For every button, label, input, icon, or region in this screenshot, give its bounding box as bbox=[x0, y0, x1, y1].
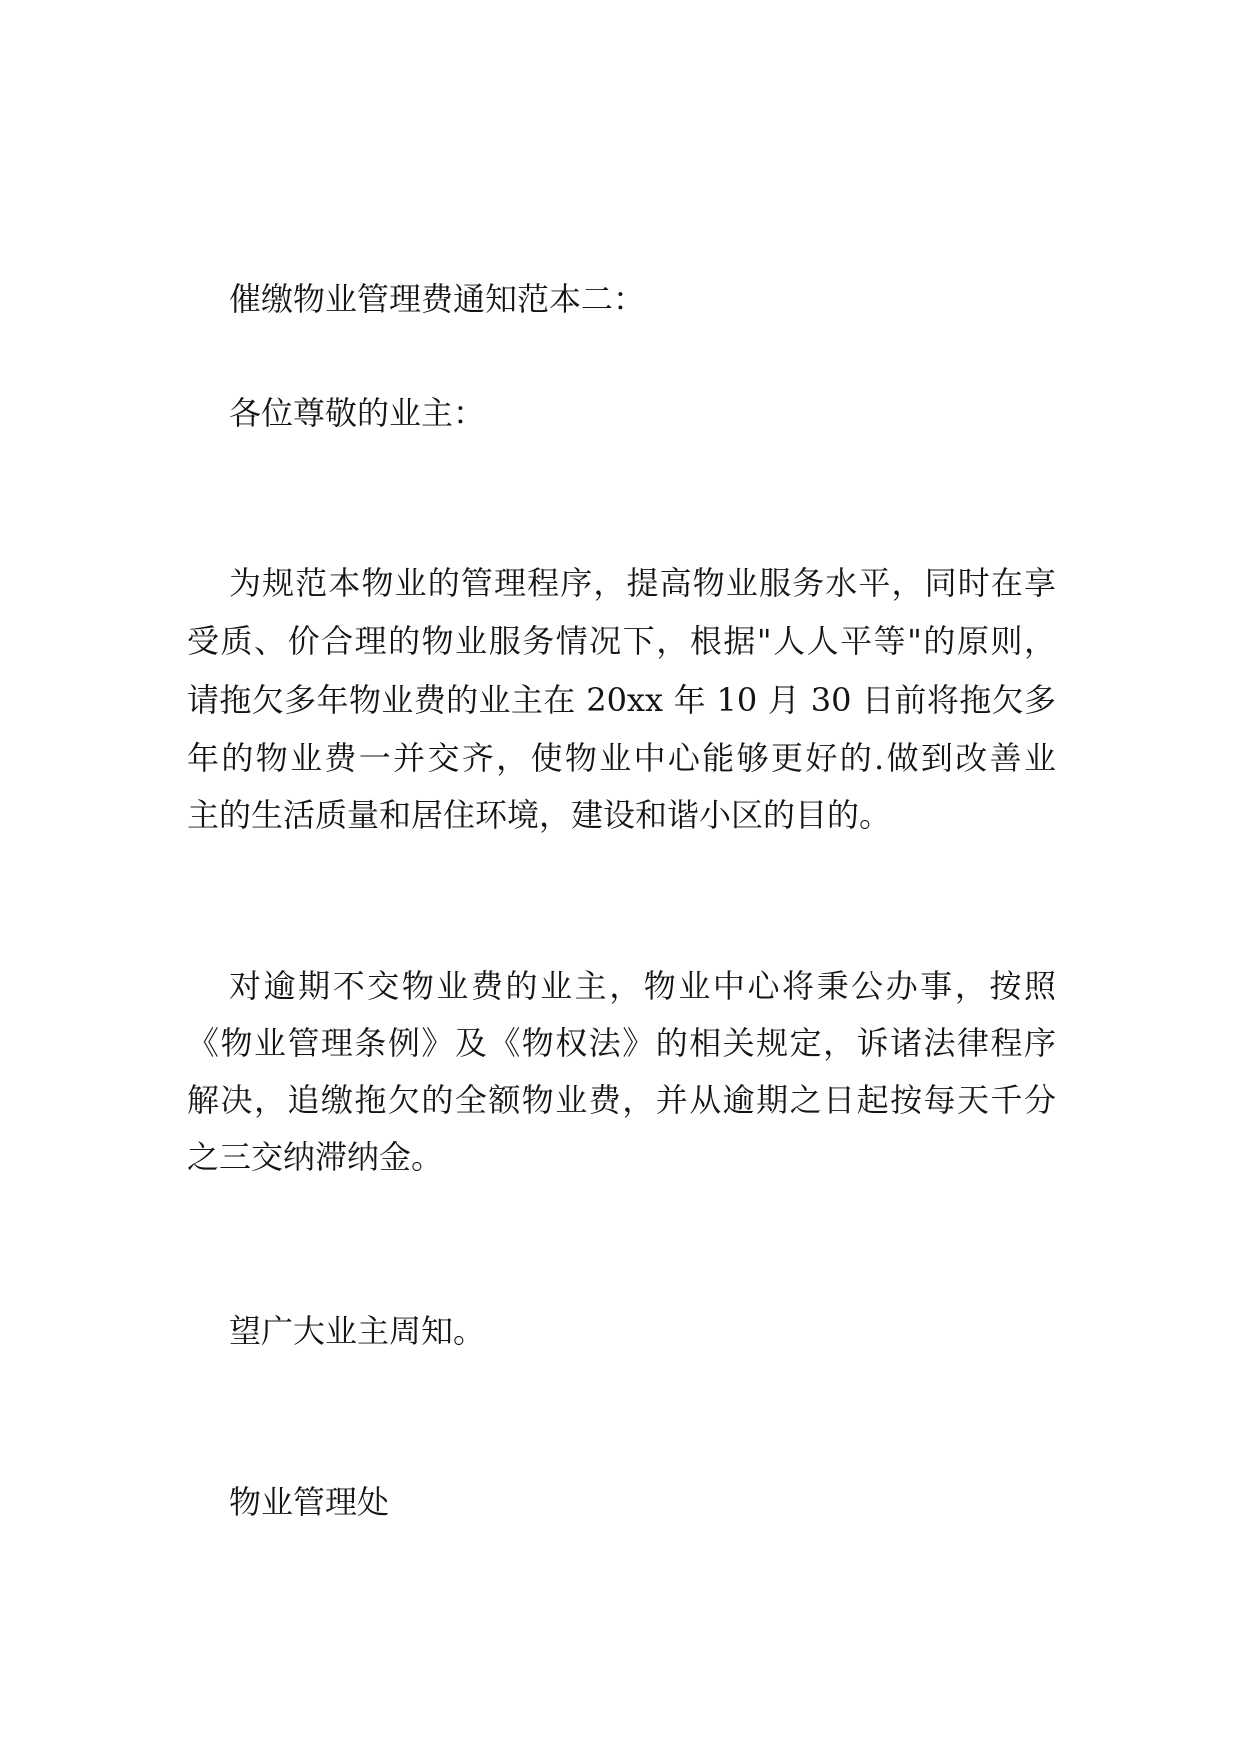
closing-remark: 望广大业主周知。 bbox=[229, 1312, 486, 1350]
paragraph-line: 主的生活质量和居住环境，建设和谐小区的目的。 bbox=[187, 796, 892, 834]
signature: 物业管理处 bbox=[229, 1483, 390, 1521]
paragraph-line: 年的物业费一并交齐，使物业中心能够更好的.做到改善业 bbox=[187, 739, 1056, 777]
salutation: 各位尊敬的业主： bbox=[229, 394, 486, 432]
paragraph-line: 解决，追缴拖欠的全额物业费，并从逾期之日起按每天千分 bbox=[187, 1081, 1056, 1119]
paragraph-line: 《物业管理条例》及《物权法》的相关规定，诉诸法律程序 bbox=[187, 1024, 1056, 1062]
paragraph-line: 为规范本物业的管理程序，提高物业服务水平，同时在享 bbox=[229, 564, 1056, 602]
paragraph-line: 之三交纳滞纳金。 bbox=[187, 1138, 444, 1176]
notice-title: 催缴物业管理费通知范本二： bbox=[229, 280, 646, 318]
paragraph-line: 请拖欠多年物业费的业主在 20xx 年 10 月 30 日前将拖欠多 bbox=[187, 681, 1056, 719]
paragraph-line: 对逾期不交物业费的业主，物业中心将秉公办事，按照 bbox=[229, 967, 1056, 1005]
paragraph-line: 受质、价合理的物业服务情况下，根据"人人平等"的原则， bbox=[187, 622, 1056, 660]
